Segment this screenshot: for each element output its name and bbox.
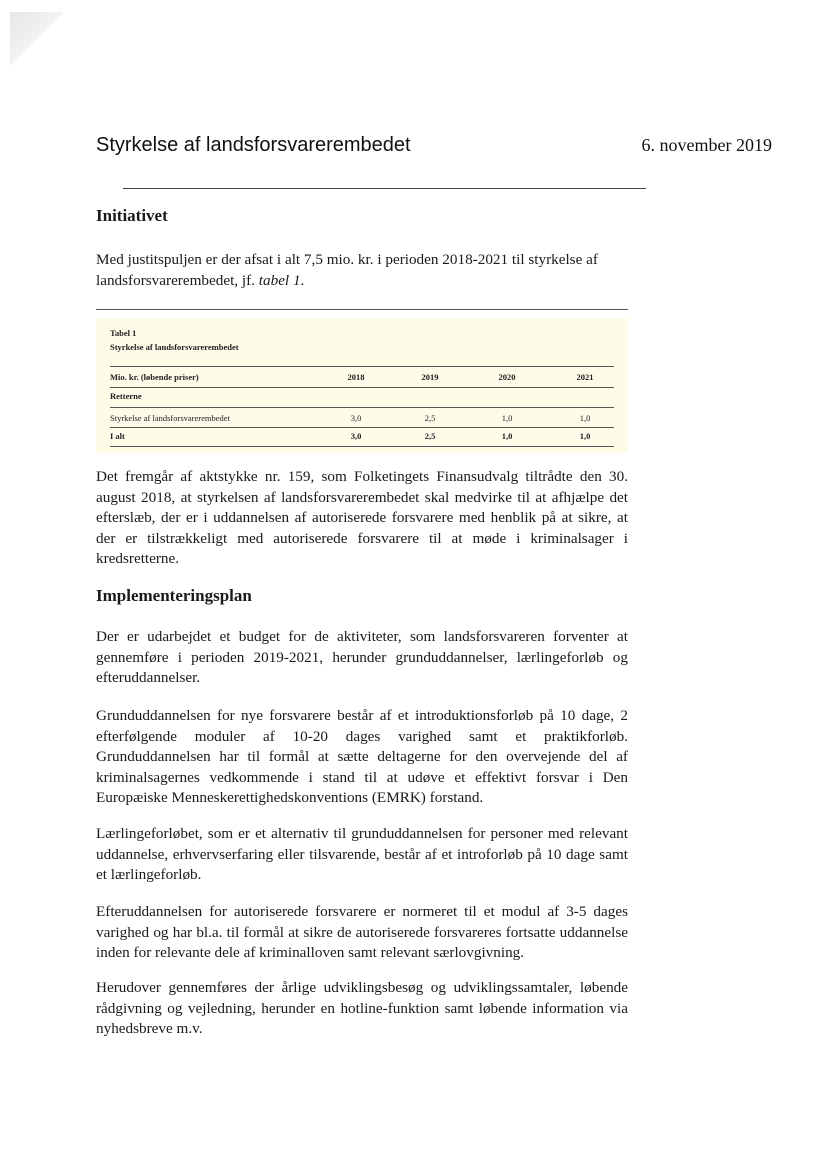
body-paragraph: Det fremgår af aktstykke nr. 159, som Folketingets Finansudvalg tiltrådte den 30. august 2018, at styrkelsen af landsforsvarerembedet skal medvirke til at afhjælpe det efterslæb, der er i uddannelsen af autoriserede forsvarere med henblik på at sikre, at der er tilstrækkeligt med autoriserede forsvarere til at møde i kriminalsager i kredsretterne. (96, 468, 628, 567)
table-1 (96, 318, 628, 453)
title-divider (123, 188, 646, 189)
table-cell: 1,0 (579, 413, 591, 423)
table-rule (110, 407, 614, 408)
document-date: 6. november 2019 (641, 135, 772, 155)
table-row-label: Styrkelse af landsforsvarerembedet (110, 413, 230, 423)
body-paragraph: Der er udarbejdet et budget for de aktiviteter, som landsforsvareren forventer at gennemføre i perioden 2019-2021, herunder grunduddannelser, lærlingeforløb og efteruddannelser. (96, 628, 628, 686)
table-total-cell: 3,0 (350, 431, 362, 441)
table-header-year: 2021 (576, 372, 594, 382)
table-header-year: 2020 (498, 372, 516, 382)
table-rule (110, 366, 614, 367)
table-cell: 2,5 (424, 413, 436, 423)
table-total-cell: 2,5 (424, 431, 436, 441)
table-header-unit: Mio. kr. (løbende priser) (110, 372, 199, 382)
table-bottom-rule (110, 446, 614, 447)
table-reference: tabel 1 (258, 271, 301, 289)
body-paragraph: Lærlingeforløbet, som er et alternativ til grunduddannelsen for personer med relevant uddannelse, erhvervserfaring eller tilsvarende, består af et introforløb på 10 dage samt et lærlingeforløb. (96, 825, 628, 883)
table-total-row (110, 431, 614, 445)
table-header-year: 2019 (421, 372, 439, 382)
intro-text: Med justitspuljen er der afsat i alt 7,5 mio. kr. i perioden 2018-2021 til styrkelse af landsforsvarerembedet, jf. (96, 251, 598, 289)
page-corner-fold (10, 12, 66, 66)
table-caption: Styrkelse af landsforsvarerembedet (110, 342, 239, 352)
table-cell: 3,0 (350, 413, 362, 423)
table-header-year: 2018 (347, 372, 365, 382)
table-label: Tabel 1 (110, 328, 137, 338)
table-header-row (110, 372, 614, 386)
heading-implementeringsplan: Implementeringsplan (96, 586, 252, 605)
intro-end: . (300, 271, 305, 289)
table-group-label: Retterne (110, 391, 142, 401)
table-total-cell: 1,0 (501, 431, 513, 441)
table-rule (110, 427, 614, 428)
table-total-cell: 1,0 (579, 431, 591, 441)
heading-initiativet: Initiativet (96, 206, 168, 225)
intro-paragraph (96, 250, 628, 291)
document-title: Styrkelse af landsforsvarerembedet (96, 134, 411, 156)
table-rule (110, 387, 614, 388)
table-group-row (110, 391, 614, 405)
body-paragraph: Herudover gennemføres der årlige udviklingsbesøg og udviklingssamtaler, løbende rådgivning og vejledning, herunder en hotline-funktion samt løbende information via nyhedsbreve m.v. (96, 979, 628, 1037)
table-top-rule (96, 309, 628, 310)
table-total-label: I alt (110, 431, 125, 441)
table-row (110, 413, 614, 427)
body-paragraph: Grunduddannelsen for nye forsvarere består af et introduktionsforløb på 10 dage, 2 efterfølgende moduler af 10-20 dages varighed samt et praktikforløb. Grunduddannelsen har til formål at sætte deltagerne for den overvejende del af kriminalsagernes vedkommende i stand til at udøve et effektivt forsvar i Den Europæiske Menneskerettighedskonventions (EMRK) forstand. (96, 707, 628, 806)
table-cell: 1,0 (501, 413, 513, 423)
body-paragraph: Efteruddannelsen for autoriserede forsvarere er normeret til et modul af 3-5 dages varighed og har bl.a. til formål at sikre de autoriserede forsvareres fortsatte uddannelse inden for relevante dele af kriminalloven samt relevant særlovgivning. (96, 903, 628, 961)
